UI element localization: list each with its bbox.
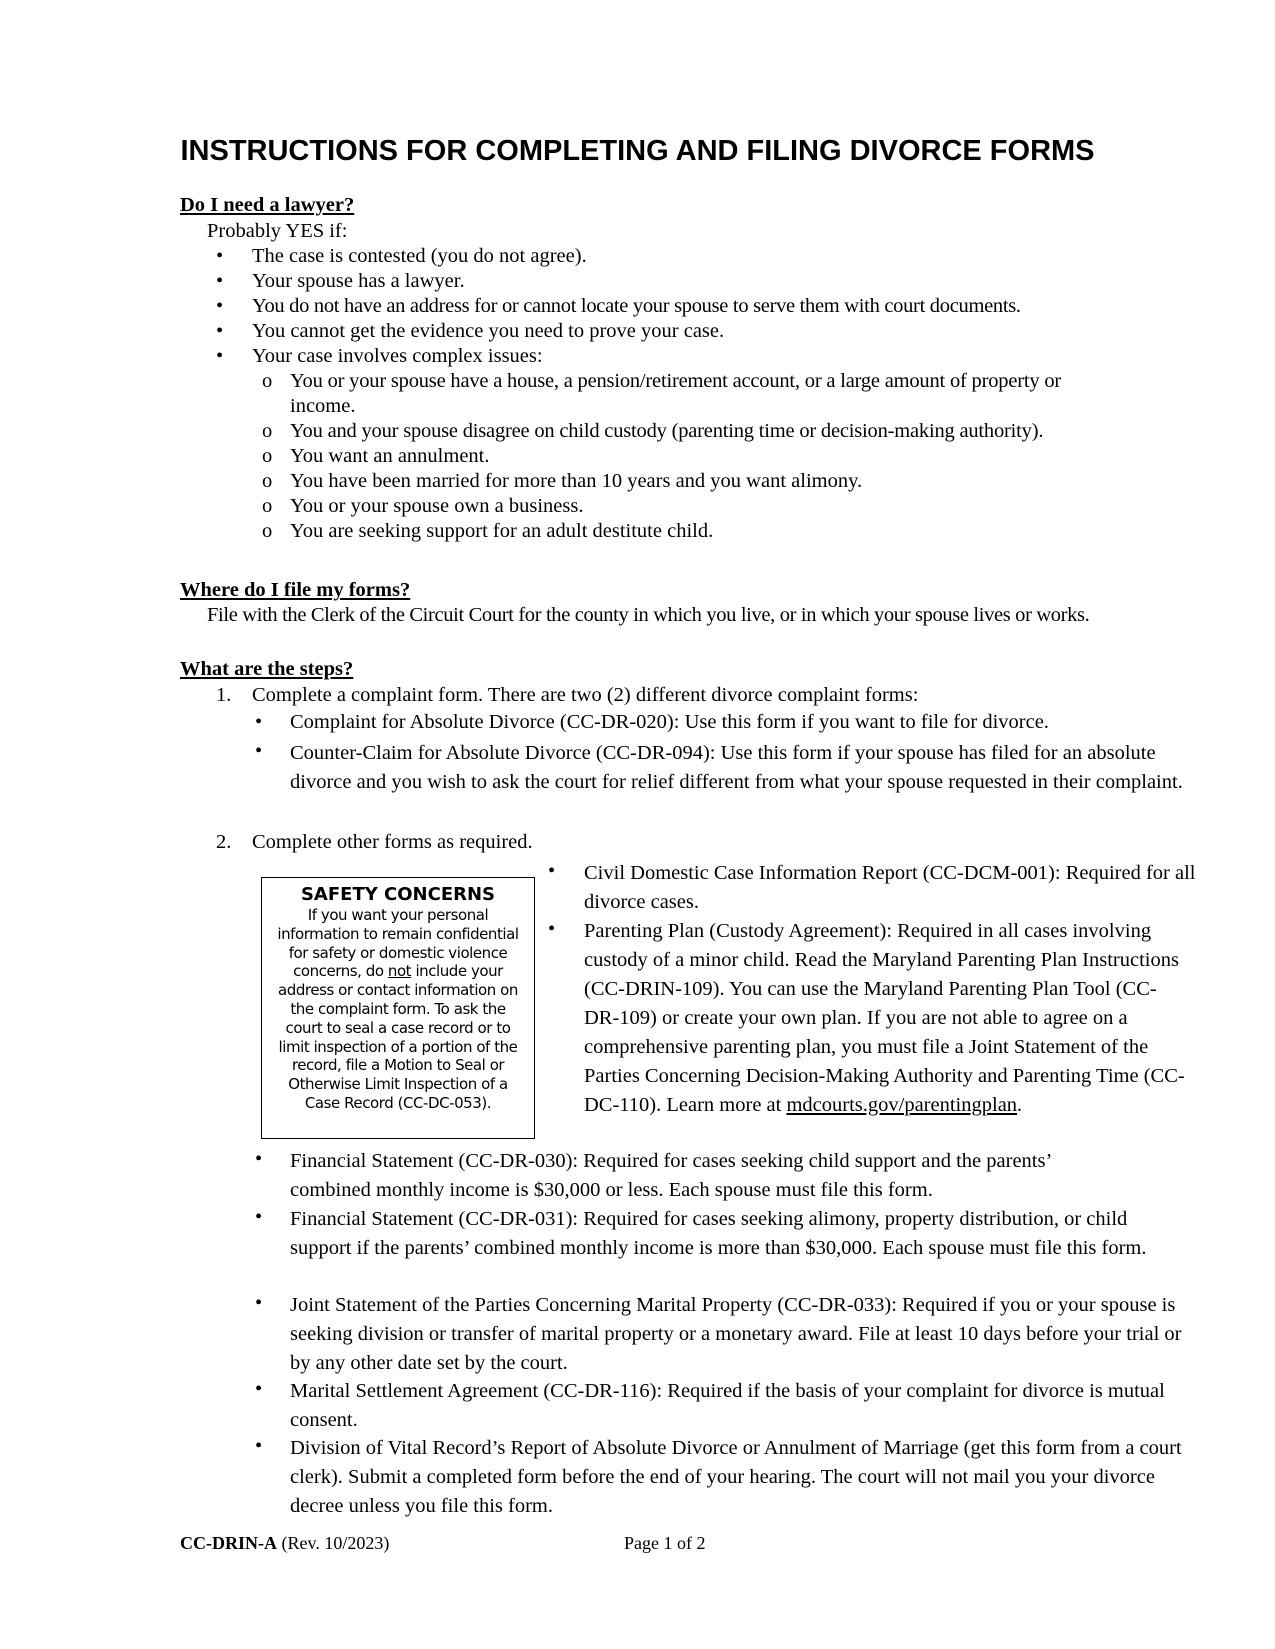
emphasis-not: not: [387, 962, 412, 981]
bullet-icon: •: [255, 1435, 263, 1457]
circle-bullet-icon: o: [262, 370, 273, 392]
safety-concerns-box: [261, 877, 535, 1139]
parenting-plan-link[interactable]: mdcourts.gov/parentingplan: [786, 1094, 1018, 1116]
bullet-icon: •: [255, 1292, 263, 1314]
bullet-icon: •: [548, 918, 556, 940]
footer-page-number: Page 1 of 2: [624, 1533, 706, 1553]
document-title: INSTRUCTIONS FOR COMPLETING AND FILING DIVORCE FORMS: [180, 135, 1095, 167]
section-heading-lawyer: Do I need a lawyer?: [180, 194, 355, 216]
step-number: 1.: [216, 684, 232, 706]
safety-title: SAFETY CONCERNS: [300, 884, 496, 905]
circle-bullet-icon: o: [262, 520, 273, 542]
document-page: INSTRUCTIONS FOR COMPLETING AND FILING DIVORCE FORMS Do I need a lawyer? Probably YES if: • The case is contested (you do not agree). • Your spouse has a lawyer. • You do not have an address for or cannot locate your spouse to serve them with court documents. • You cannot get the evidence you need to prove your case. • Your case involves complex issues: o You or your spouse have a house, a pension/retirement account, or a large amount of property or income. o You and your spouse disagree on child custody (parenting time or decision-making authority). o You want an annulment. o You have been married for more than 10 years and you want alimony. o You or your spouse own a business. o You are seeking support for an adult destitute child. Where do I file my forms? File with the Clerk of the Circuit Court for the county in which you live, or in which your spouse lives or works. What are the steps? 1. Complete a complaint form. There are two (2) different divorce complaint forms: • Complaint for Absolute Divorce (CC-DR-020): Use this form if you want to file for divorce. • Counter-Claim for Absolute Divorce (CC-DR-094): Use this form if your spouse has filed for an absolute divorce and you wish to ask the court for relief different from what your spouse requested in their complaint. 2. Complete other forms as required. SAFETY CONCERNS If you want your personal information to remain confidential for safety or domestic violence concerns, do not include your address or contact information on the complaint form. To ask the court to seal a case record or to limit inspection of a portion of the record, file a Motion to Seal or Otherwise Limit Inspection of a Case Record (CC-DC-053). • Civil Domestic Case Information Report (CC-DCM-001): Required for all divorce cases. • Parenting Plan (Custody Agreement): Required in all cases involving custody of a minor child. Read the Maryland Parenting Plan Instructions (CC-DRIN-109). You can use the Maryland Parenting Plan Tool (CC-DR-109) or create your own plan. If you are not able to agree on a comprehensive parenting plan, you must file a Joint Statement of the Parties Concerning Decision-Making Authority and Parenting Time (CC-DC-110). Learn more at mdcourts.gov/parentingplan. • Financial Statement (CC-DR-030): Required for cases seeking child support and the parents’ combined monthly income is $30,000 or less. Each spouse must file this form. • Financial Statement (CC-DR-031): Required for cases seeking alimony, property distribution, or child support if the parents’ combined monthly income is more than $30,000. Each spouse must file this form. • Joint Statement of the Parties Concerning Marital Property (CC-DR-033): Required if you or your spouse is seeking division or transfer of marital property or a monetary award. File at least 10 days before your trial or by any other date set by the court. • Marital Settlement Agreement (CC-DR-116): Required if the basis of your complaint for divorce is mutual consent. • Division of Vital Record’s Report of Absolute Divorce or Annulment of Marriage (get this form from a court clerk). Submit a completed form before the end of your hearing. The court will not mail you your divorce decree unless you file this form. CC-DRIN-A (Rev. 10/2023) Page 1 of 2: [0, 0, 1275, 1649]
bullet-icon: •: [216, 320, 224, 342]
bullet-icon: •: [216, 295, 224, 317]
section-heading-where: Where do I file my forms?: [180, 579, 411, 601]
bullet-icon: •: [255, 1206, 263, 1228]
circle-bullet-icon: o: [262, 495, 273, 517]
circle-bullet-icon: o: [262, 470, 273, 492]
bullet-icon: •: [216, 245, 224, 267]
bullet-icon: •: [255, 740, 263, 762]
bullet-icon: •: [255, 711, 263, 733]
where-text: File with the Clerk of the Circuit Court for the county in which you live, or in which your spouse lives or works.: [207, 604, 1090, 626]
circle-bullet-icon: o: [262, 445, 273, 467]
section-heading-steps: What are the steps?: [180, 658, 354, 680]
bullet-icon: •: [255, 1378, 263, 1400]
bullet-icon: •: [548, 860, 556, 882]
circle-bullet-icon: o: [262, 420, 273, 442]
lawyer-intro: Probably YES if:: [207, 220, 348, 242]
step-number: 2.: [216, 831, 232, 853]
safety-text: If you want your personal information to remain confidential for safety or domestic violence concerns, do not include your address or contact information on the complaint form. To ask the court to seal a case record or to limit inspection of a portion of the record, file a Motion to Seal or Otherwise Limit Inspection of a Case Record (CC-DC-053).: [277, 906, 519, 1112]
bullet-icon: •: [255, 1148, 263, 1170]
bullet-icon: •: [216, 345, 224, 367]
footer-form-code: CC-DRIN-A (Rev. 10/2023): [180, 1533, 390, 1553]
bullet-icon: •: [216, 270, 224, 292]
